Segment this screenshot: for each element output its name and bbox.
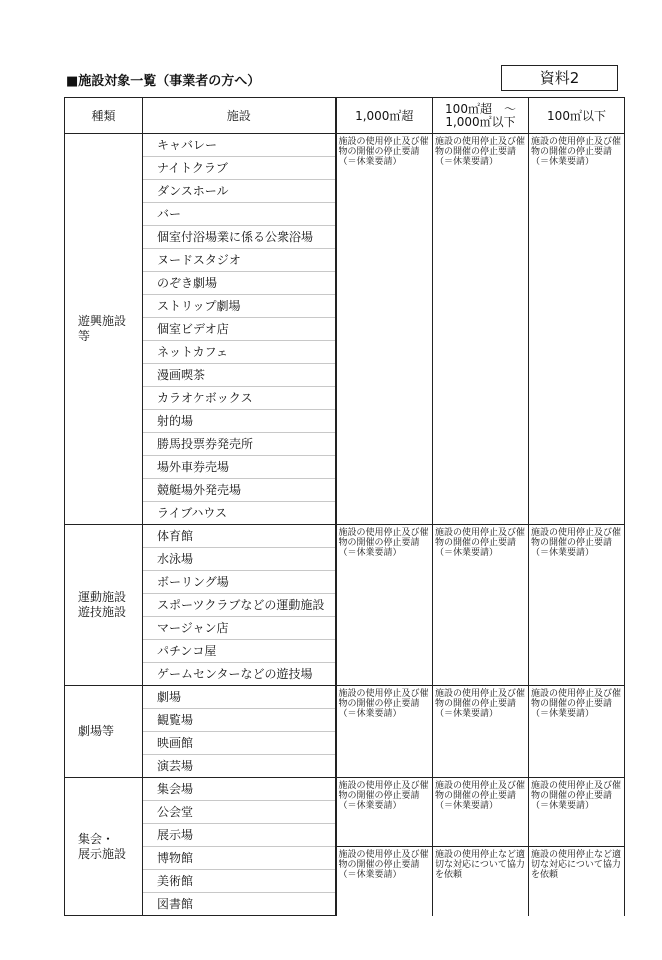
requirement-cell-medium: 施設の使用停止及び催物の開催の停止要請（＝休業要請）	[433, 134, 529, 525]
type-cell	[65, 686, 143, 778]
facility-name: 個室付浴場業に係る公衆浴場	[143, 226, 336, 249]
type-label-line1: 遊興施設	[78, 314, 127, 328]
facility-name: 展示場	[143, 824, 336, 847]
table-row	[65, 847, 625, 870]
requirement-cell-medium: 施設の使用停止及び催物の開催の停止要請（＝休業要請）	[433, 525, 529, 686]
facility-name: 射的場	[143, 410, 336, 433]
requirement-cell-small: 施設の使用停止及び催物の開催の停止要請（＝休業要請）	[529, 686, 625, 778]
table-row	[65, 686, 625, 709]
facility-table	[64, 97, 625, 916]
type-cell	[65, 525, 143, 686]
facility-name: 観覧場	[143, 709, 336, 732]
facility-name: 図書館	[143, 893, 336, 916]
facility-name: 競艇場外発売場	[143, 479, 336, 502]
facility-name: 集会場	[143, 778, 336, 801]
facility-name: 勝馬投票券発売所	[143, 433, 336, 456]
header-medium	[433, 98, 529, 134]
facility-name: 体育館	[143, 525, 336, 548]
type-label-line2: 等	[78, 329, 91, 343]
facility-name: ネットカフェ	[143, 341, 336, 364]
facility-name: ダンスホール	[143, 180, 336, 203]
facility-name: バー	[143, 203, 336, 226]
header-type: 種類	[65, 98, 143, 134]
requirement-cell-medium: 施設の使用停止及び催物の開催の停止要請（＝休業要請）	[433, 778, 529, 847]
facility-name: 個室ビデオ店	[143, 318, 336, 341]
document-badge: 資料2	[501, 65, 618, 91]
facility-name: ストリップ劇場	[143, 295, 336, 318]
requirement-cell-small: 施設の使用停止及び催物の開催の停止要請（＝休業要請）	[529, 525, 625, 686]
facility-name: ナイトクラブ	[143, 157, 336, 180]
requirement-cell-small: 施設の使用停止及び催物の開催の停止要請（＝休業要請）	[529, 778, 625, 847]
requirement-cell-large: 施設の使用停止及び催物の開催の停止要請（＝休業要請）	[336, 847, 433, 916]
type-cell	[65, 134, 143, 525]
facility-name: 演芸場	[143, 755, 336, 778]
type-label-line1: 劇場等	[78, 724, 115, 738]
table-row	[65, 778, 625, 801]
requirement-cell-large: 施設の使用停止及び催物の開催の停止要請（＝休業要請）	[336, 134, 433, 525]
requirement-cell-medium: 施設の使用停止及び催物の開催の停止要請（＝休業要請）	[433, 686, 529, 778]
type-label-line1: 集会・	[78, 831, 115, 846]
facility-name: 漫画喫茶	[143, 364, 336, 387]
facility-name: パチンコ屋	[143, 640, 336, 663]
facility-name: 映画館	[143, 732, 336, 755]
type-cell	[65, 778, 143, 916]
table-row	[65, 525, 625, 548]
facility-name: ボーリング場	[143, 571, 336, 594]
facility-name: キャバレー	[143, 134, 336, 157]
facility-name: のぞき劇場	[143, 272, 336, 295]
header-facility: 施設	[143, 98, 336, 134]
facility-name: ヌードスタジオ	[143, 249, 336, 272]
header-small: 100㎡以下	[529, 98, 625, 134]
facility-name: カラオケボックス	[143, 387, 336, 410]
document-title: ■施設対象一覧（事業者の方へ）	[66, 74, 261, 89]
table-row	[65, 134, 625, 157]
type-label-line1: 運動施設	[78, 590, 127, 604]
requirement-cell-large: 施設の使用停止及び催物の開催の停止要請（＝休業要請）	[336, 686, 433, 778]
facility-name: マージャン店	[143, 617, 336, 640]
requirement-cell-small: 施設の使用停止及び催物の開催の停止要請（＝休業要請）	[529, 134, 625, 525]
facility-name: 公会堂	[143, 801, 336, 824]
facility-name: ゲームセンターなどの遊技場	[143, 663, 336, 686]
table-body	[65, 134, 625, 916]
requirement-cell-small: 施設の使用停止など適切な対応について協力を依頼	[529, 847, 625, 916]
facility-name: スポーツクラブなどの運動施設	[143, 594, 336, 617]
type-label-line2: 展示施設	[78, 846, 127, 861]
requirement-cell-medium: 施設の使用停止など適切な対応について協力を依頼	[433, 847, 529, 916]
requirement-cell-large: 施設の使用停止及び催物の開催の停止要請（＝休業要請）	[336, 778, 433, 847]
facility-name: 劇場	[143, 686, 336, 709]
facility-name: 水泳場	[143, 548, 336, 571]
facility-name: ライブハウス	[143, 502, 336, 525]
facility-name: 場外車券売場	[143, 456, 336, 479]
header-large: 1,000㎡超	[336, 98, 433, 134]
requirement-cell-large: 施設の使用停止及び催物の開催の停止要請（＝休業要請）	[336, 525, 433, 686]
facility-name: 美術館	[143, 870, 336, 893]
header-medium-line2: 1,000㎡以下	[445, 114, 516, 129]
header-medium-line1: 100㎡超 ～	[445, 101, 516, 116]
facility-name: 博物館	[143, 847, 336, 870]
type-label-line2: 遊技施設	[78, 605, 127, 619]
